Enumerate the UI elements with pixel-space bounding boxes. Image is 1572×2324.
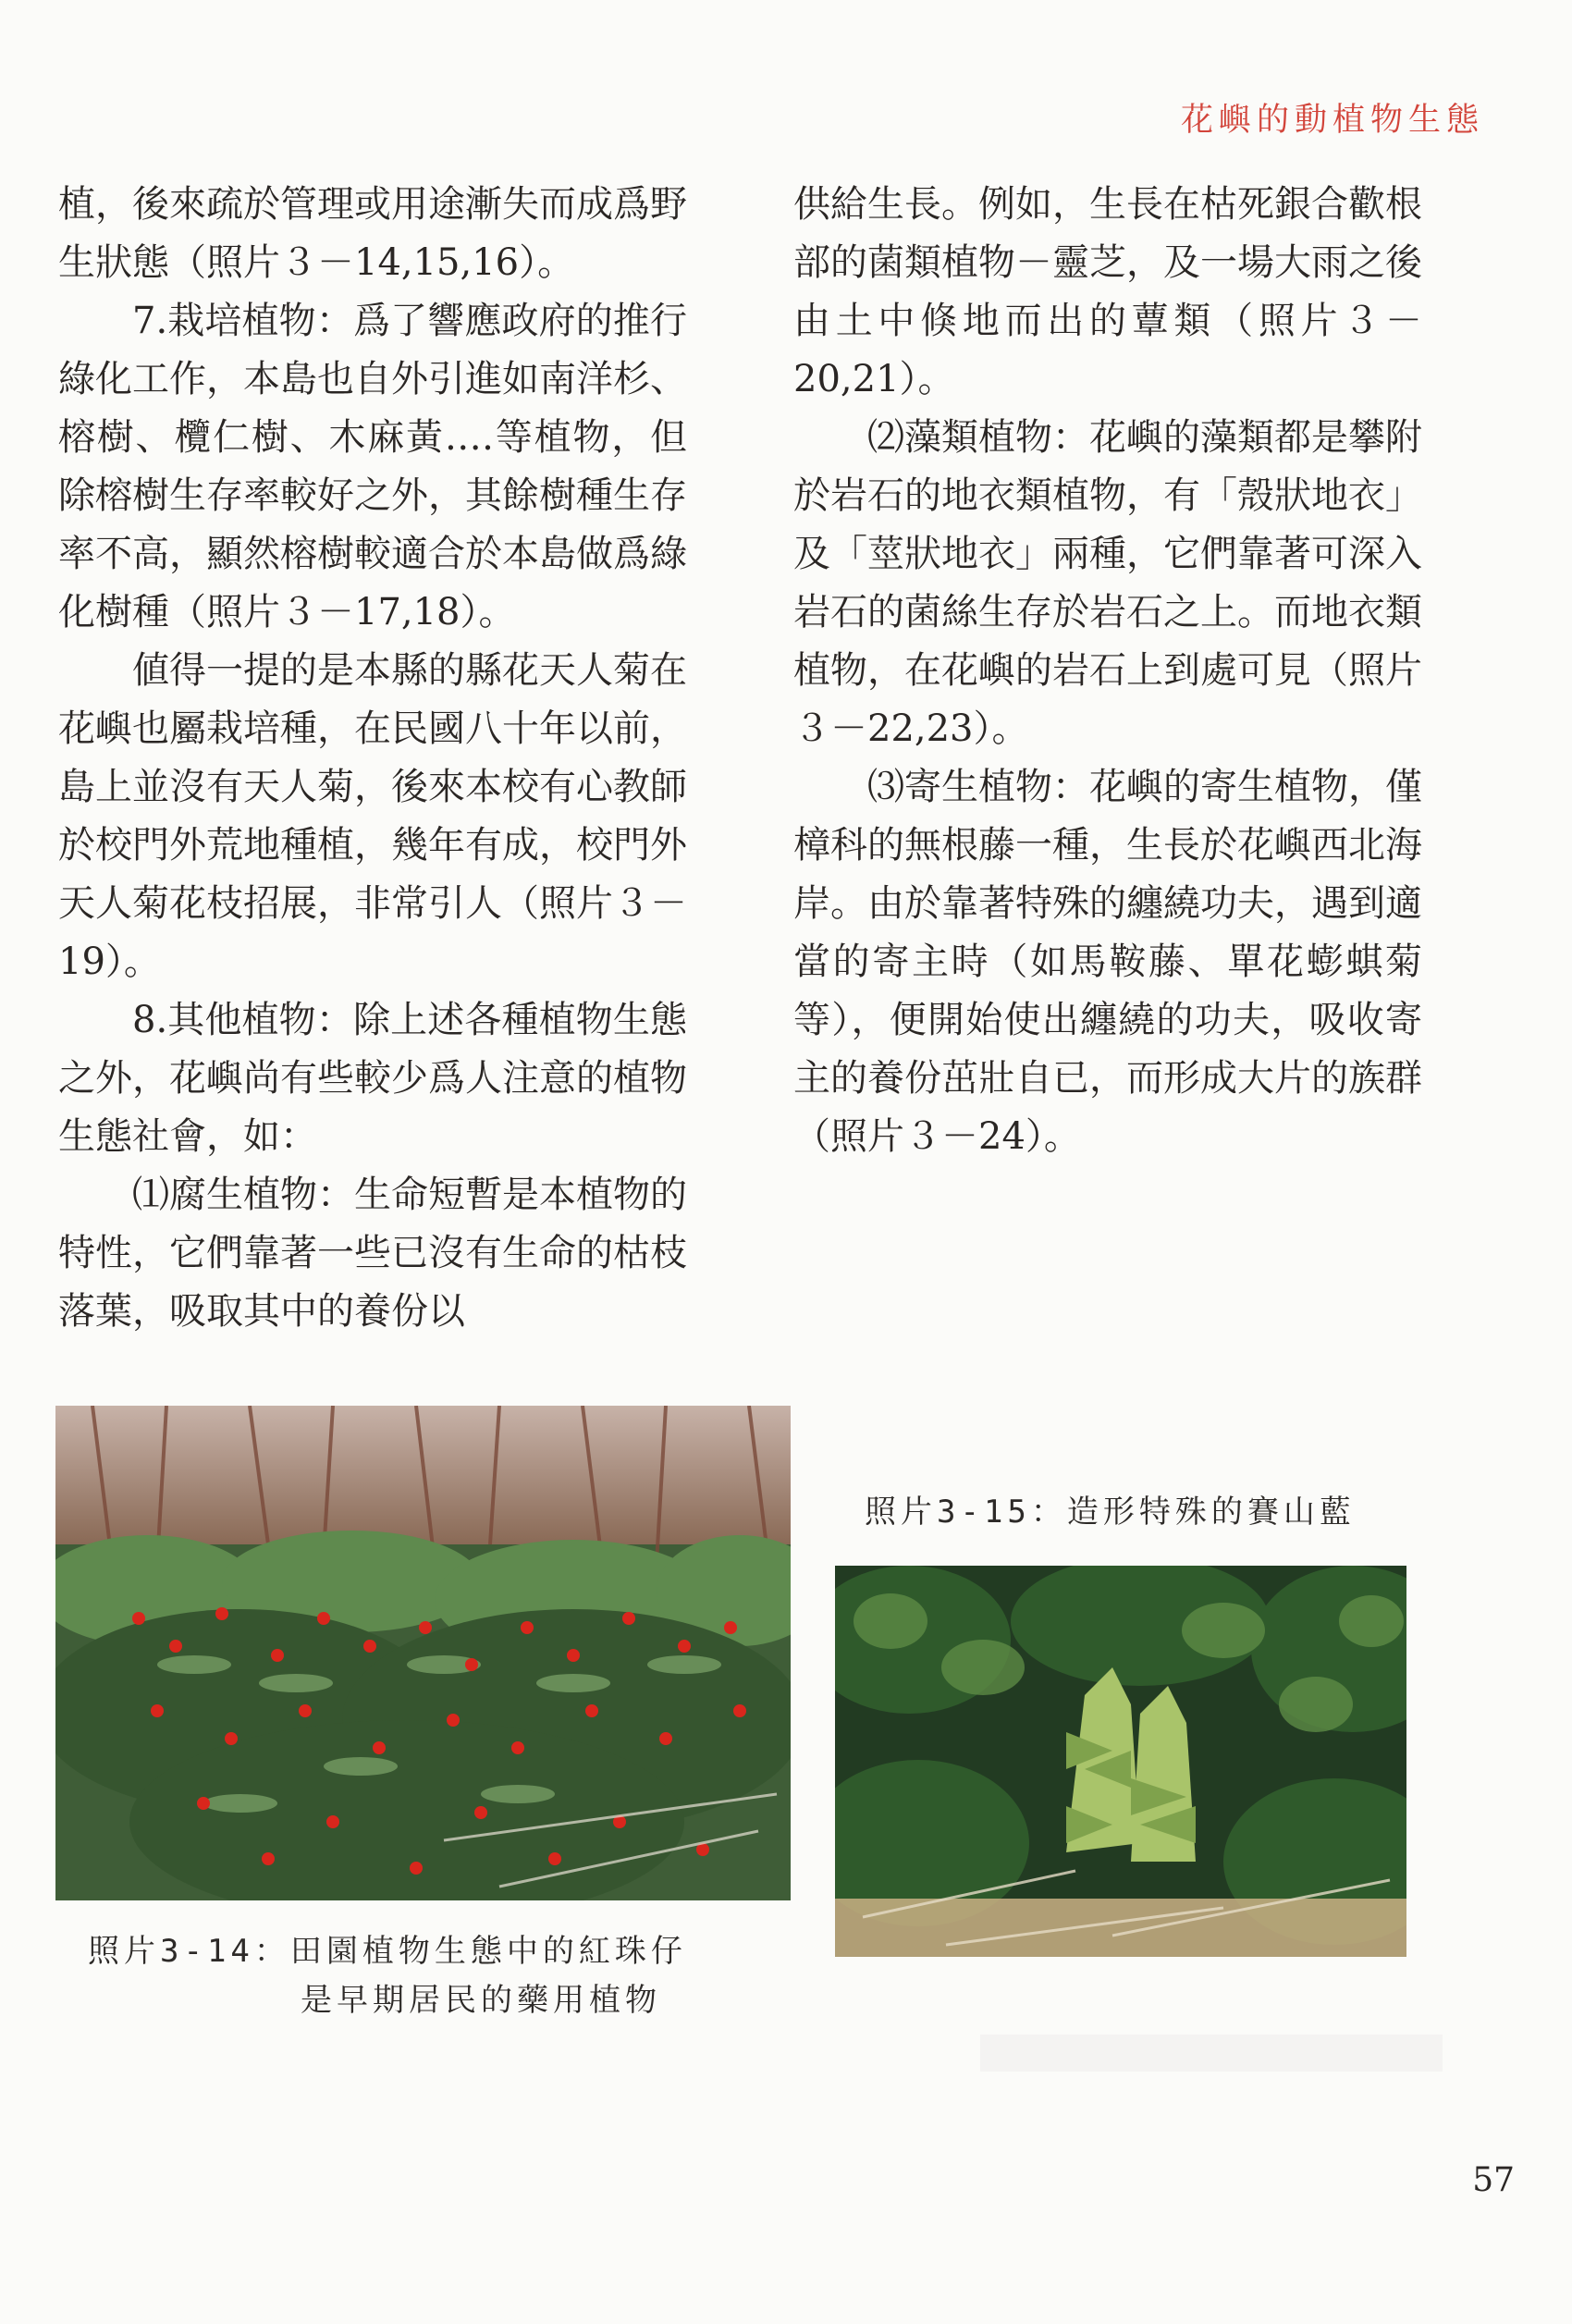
- photo-sai-shan-lan-plant: [835, 1566, 1406, 1957]
- page-number: 57: [1472, 2161, 1515, 2199]
- photo-red-berry-plants: [55, 1406, 791, 1900]
- paragraph: 8.其他植物：除上述各種植物生態之外，花嶼尚有些較少爲人注意的植物生態社會，如：: [58, 999, 687, 1158]
- running-header: 花嶼的動植物生態: [1180, 102, 1484, 139]
- photo-caption: 照片3-15：造形特殊的賽山藍: [865, 1494, 1356, 1531]
- paragraph: ⑴腐生植物：生命短暫是本植物的特性，它們靠著一些已沒有生命的枯枝落葉，吸取其中的養份以: [58, 1174, 687, 1333]
- paragraph: ⑵藻類植物：花嶼的藻類都是攀附於岩石的地衣類植物，有「殼狀地衣」及「莖狀地衣」兩種，它們靠著可深入岩石的菌絲生存於岩石之上。而地衣類植物，在花嶼的岩石上到處可見（照片３－22,23）。: [793, 416, 1422, 750]
- photo-caption: 照片3-14：田園植物生態中的紅珠仔: [88, 1933, 687, 1970]
- left-text-column: [58, 176, 687, 1341]
- paragraph: 7.栽培植物：爲了響應政府的推行綠化工作，本島也自外引進如南洋杉、榕樹、欖仁樹、木麻黃‥‥等植物，但除榕樹生存率較好之外，其餘樹種生存率不高，顯然榕樹較適合於本島做爲綠化樹種（照片３－17,18）。: [58, 300, 687, 633]
- paragraph: 植，後來疏於管理或用途漸失而成爲野生狀態（照片３－14,15,16）。: [58, 183, 687, 284]
- paragraph: ⑶寄生植物：花嶼的寄生植物，僅樟科的無根藤一種，生長於花嶼西北海岸。由於靠著特殊的纏繞功夫，遇到適當的寄主時（如馬鞍藤、單花蟛蜞菊等），便開始使出纏繞的功夫，吸收寄主的養份茁壯自已，而形成大片的族群（照片３－24）。: [793, 766, 1422, 1158]
- faint-bleedthrough: [980, 2035, 1443, 2072]
- right-text-column: [793, 176, 1422, 1166]
- photo-caption-line2: 是早期居民的藥用植物: [301, 1982, 661, 2019]
- paragraph: 値得一提的是本縣的縣花天人菊在花嶼也屬栽培種，在民國八十年以前，島上並沒有天人菊，後來本校有心教師於校門外荒地種植，幾年有成，校門外天人菊花枝招展，非常引人（照片３－19）。: [58, 649, 687, 983]
- paragraph: 供給生長。例如，生長在枯死銀合歡根部的菌類植物－靈芝，及一場大雨之後由土中倏地而出的蕈類（照片３－20,21）。: [793, 183, 1422, 400]
